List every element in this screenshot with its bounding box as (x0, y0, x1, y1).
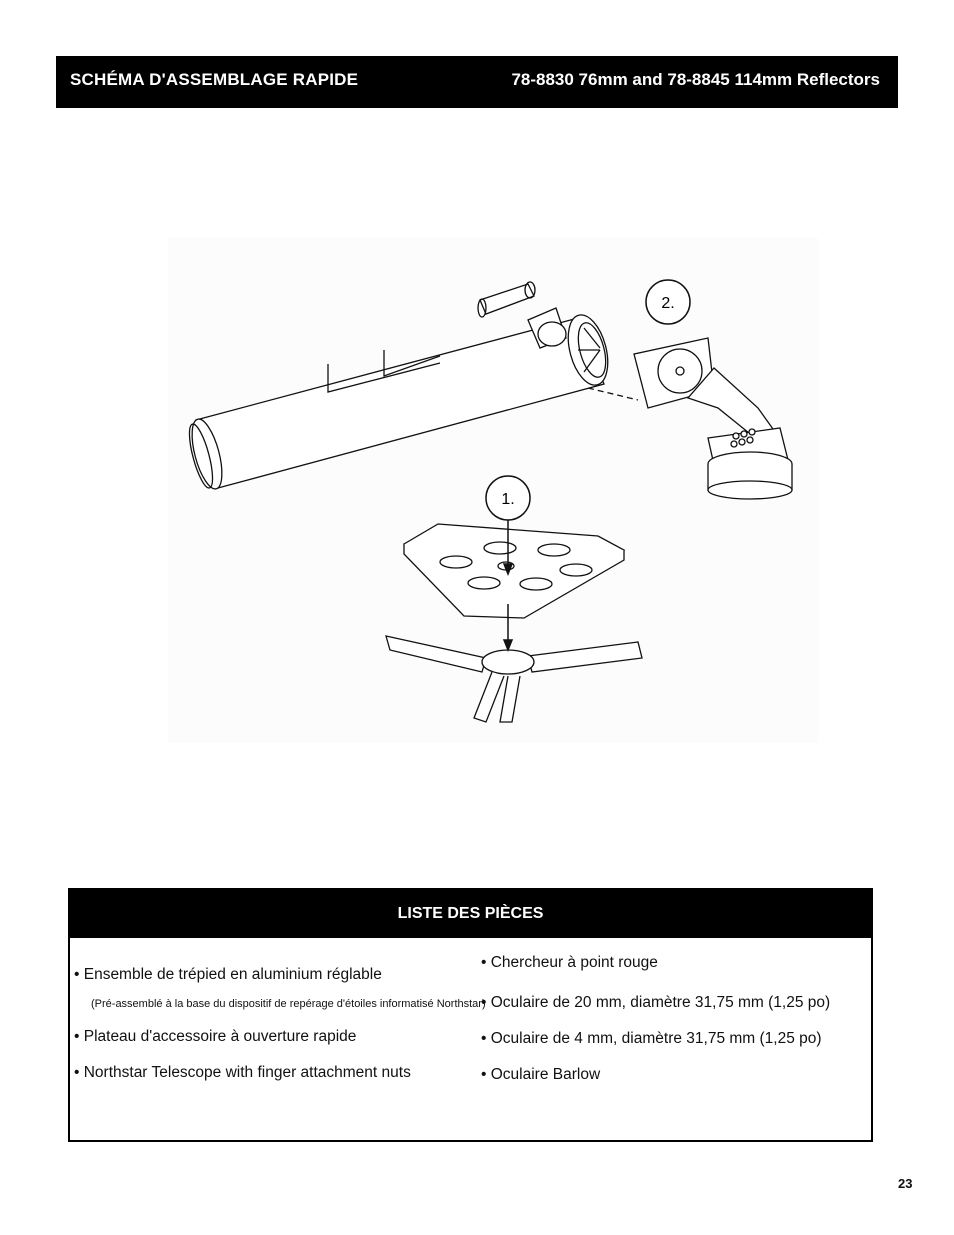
callout-2 (646, 280, 690, 324)
product-title: 78-8830 76mm and 78-8845 114mm Reflectors (511, 70, 880, 89)
callout-1-label: 1. (501, 491, 515, 508)
callout-2-label: 2. (661, 295, 675, 312)
parts-list-heading (70, 890, 871, 938)
list-item: • Oculaire de 20 mm, diamètre 31,75 mm (1,25 po) (481, 994, 831, 1011)
list-item: • Chercheur à point rouge (481, 954, 658, 971)
page-number: 23 (898, 1176, 913, 1191)
list-item: • Oculaire Barlow (481, 1066, 601, 1083)
section-title: SCHÉMA D'ASSEMBLAGE RAPIDE (70, 70, 359, 89)
header-bar (56, 56, 898, 108)
list-item: • Ensemble de trépied en aluminium réglable (74, 966, 382, 983)
parts-list-box (68, 888, 873, 1142)
callout-1 (486, 476, 530, 520)
list-item-note: (Pré-assemblé à la base du dispositif de repérage d'étoiles informatisé Northstar) (91, 998, 486, 1010)
assembly-diagram (168, 238, 818, 743)
list-item: • Oculaire de 4 mm, diamètre 31,75 mm (1,25 po) (481, 1030, 822, 1047)
list-item: • Northstar Telescope with finger attachment nuts (74, 1064, 411, 1081)
parts-list-title: LISTE DES PIÈCES (397, 905, 544, 922)
list-item: • Plateau d'accessoire à ouverture rapide (74, 1028, 357, 1045)
